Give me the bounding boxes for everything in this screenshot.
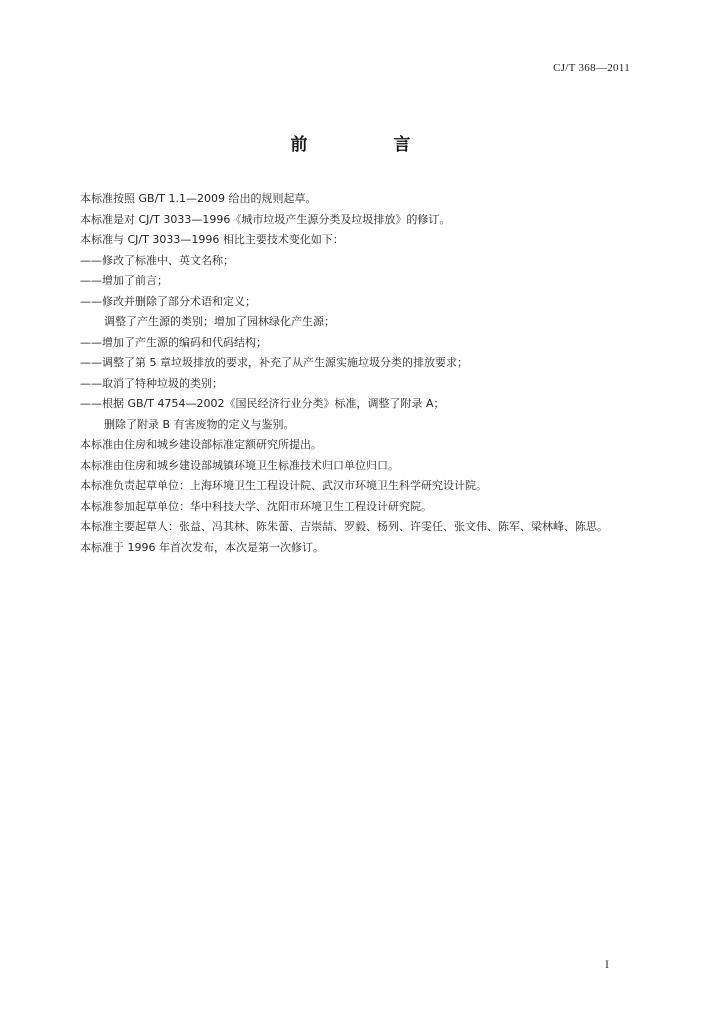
page-number: I [605,957,609,971]
change-item: ——修改并删除了部分术语和定义； [80,294,256,308]
paragraph: 本标准按照 GB/T 1.1—2009 给出的规则起草。 [80,192,317,205]
change-item: ——根据 GB/T 4754—2002《国民经济行业分类》标准，调整了附录 A； [80,397,445,410]
paragraph: 本标准于 1996 年首次发布，本次是第一次修订。 [80,540,324,554]
change-item: ——修改了标准中、英文名称； [80,253,234,267]
change-item: ——取消了特种垃圾的类别； [80,376,223,390]
change-item: 调整了产生源的类别；增加了园林绿化产生源； [104,315,335,328]
foreword-body [80,189,640,558]
change-item: ——调整了第 5 章垃圾排放的要求，补充了从产生源实施垃圾分类的排放要求； [80,356,468,369]
paragraph: 本标准由住房和城乡建设部标准定额研究所提出。 [80,438,322,451]
paragraph: 本标准由住房和城乡建设部城镇环境卫生标准技术归口单位归口。 [80,458,399,472]
standard-code: CJ/T 368—2011 [553,62,630,74]
paragraph: 本标准是对 CJ/T 3033—1996《城市垃圾产生源分类及垃圾排放》的修订。 [80,212,451,226]
paragraph: 本标准参加起草单位：华中科技大学、沈阳市环境卫生工程设计研究院。 [80,499,432,513]
paragraph: 本标准负责起草单位：上海环境卫生工程设计院、武汉市环境卫生科学研究设计院。 [80,479,487,492]
page-title: 前 言 [290,135,451,155]
change-item: 删除了附录 B 有害废物的定义与鉴别。 [104,417,295,431]
paragraph: 本标准主要起草人：张益、冯其林、陈朱蕾、吉崇喆、罗毅、杨列、许雯任、张文伟、陈军、梁林峰、陈思。 [80,520,608,533]
change-item: ——增加了前言； [80,274,168,287]
change-item: ——增加了产生源的编码和代码结构； [80,335,267,349]
paragraph: 本标准与 CJ/T 3033—1996 相比主要技术变化如下： [80,233,344,246]
